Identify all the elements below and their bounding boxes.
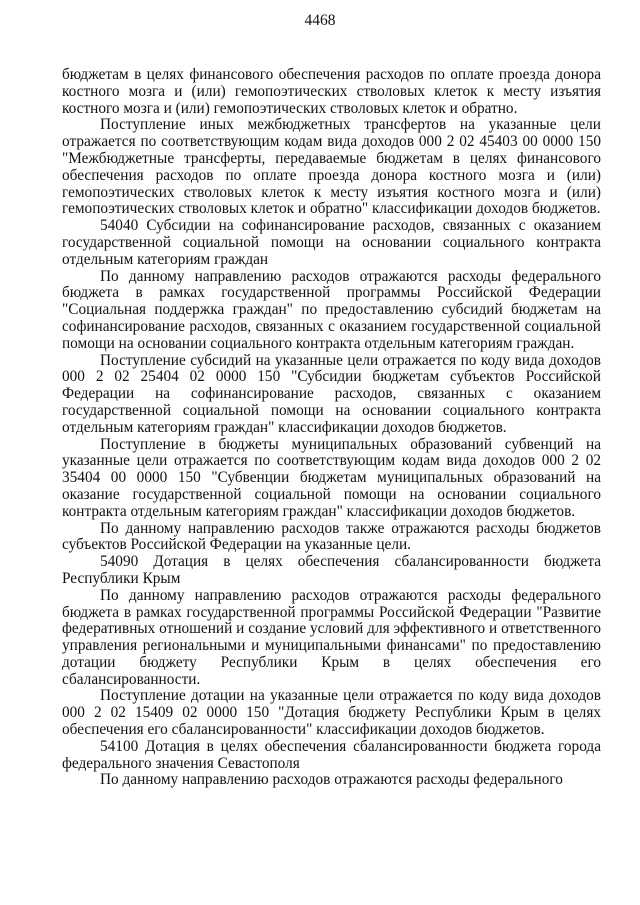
heading-54100: 54100 Дотация в целях обеспечения сбалансированности бюджета города федерального значения Севастополя bbox=[62, 737, 601, 772]
paragraph-54040-expenses: По данному направлению расходов отражаются расходы федерального бюджета в рамках государственной программы Российской Федерации "Социальная поддержка граждан" по предоставлению субсидий бюджетам на софинансирование расходов, связанных с оказанием государственной социальной помощи на основании социального контракта отдельным категориям граждан. bbox=[62, 267, 601, 352]
paragraph-54040-regional-expenses: По данному направлению расходов также отражаются расходы бюджетов субъектов Российской Федерации на указанные цели. bbox=[62, 519, 601, 554]
paragraph-54090-expenses: По данному направлению расходов отражаются расходы федерального бюджета в рамках государственной программы Российской Федерации "Развитие федеративных отношений и создание условий для эффективного и ответственного управления региональными и муниципальными финансами" по предоставлению дотации бюджету Республики Крым в целях обеспечения его сбалансированности. bbox=[62, 586, 601, 688]
paragraph-54100-expenses: По данному направлению расходов отражаются расходы федерального bbox=[100, 771, 563, 789]
document-body bbox=[62, 67, 601, 789]
paragraph-other-transfers-income: Поступление иных межбюджетных трансфертов на указанные цели отражается по соответствующим кодам вида доходов 000 2 02 45403 00 0000 150 "Межбюджетные трансферты, передаваемые бюджетам в целях финансового обеспечения расходов по оплате проезда донора костного мозга и (или) гемопоэтических стволовых клеток к месту изъятия костного мозга и (или) гемопоэтических стволовых клеток и обратно" классификации доходов бюджетов. bbox=[62, 116, 601, 218]
paragraph-54040-subsidy-income: Поступление субсидий на указанные цели отражается по коду вида доходов 000 2 02 25404 02 0000 150 "Субсидии бюджетам субъектов Российской Федерации на софинансирование расходов, связанных с оказанием государственной социальной помощи на основании социального контракта отдельным категориям граждан" классификации доходов бюджетов. bbox=[62, 351, 601, 436]
paragraph-54040-subvention-income: Поступление в бюджеты муниципальных образований субвенций на указанные цели отражается по соответствующим кодам вида доходов 000 2 02 35404 00 0000 150 "Субвенции бюджетам муниципальных образований на оказание государственной социальной помощи на основании социального контракта отдельным категориям граждан" классификации доходов бюджетов. bbox=[62, 435, 601, 520]
heading-54040: 54040 Субсидии на софинансирование расходов, связанных с оказанием государственной социальной помощи на основании социального контракта отдельным категориям граждан bbox=[62, 217, 601, 268]
heading-54090: 54090 Дотация в целях обеспечения сбалансированности бюджета Республики Крым bbox=[62, 553, 601, 587]
paragraph-continued: бюджетам в целях финансового обеспечения расходов по оплате проезда донора костного мозга и (или) гемопоэтических стволовых клеток к месту изъятия костного мозга и (или) гемопоэтических стволовых клеток и обратно. bbox=[62, 66, 601, 117]
page-number: 4468 bbox=[304, 12, 336, 29]
paragraph-54090-income: Поступление дотации на указанные цели отражается по коду вида доходов 000 2 02 15409 02 0000 150 "Дотация бюджету Республики Крым в целях обеспечения его сбалансированности" классификации доходов бюджетов. bbox=[62, 687, 601, 739]
